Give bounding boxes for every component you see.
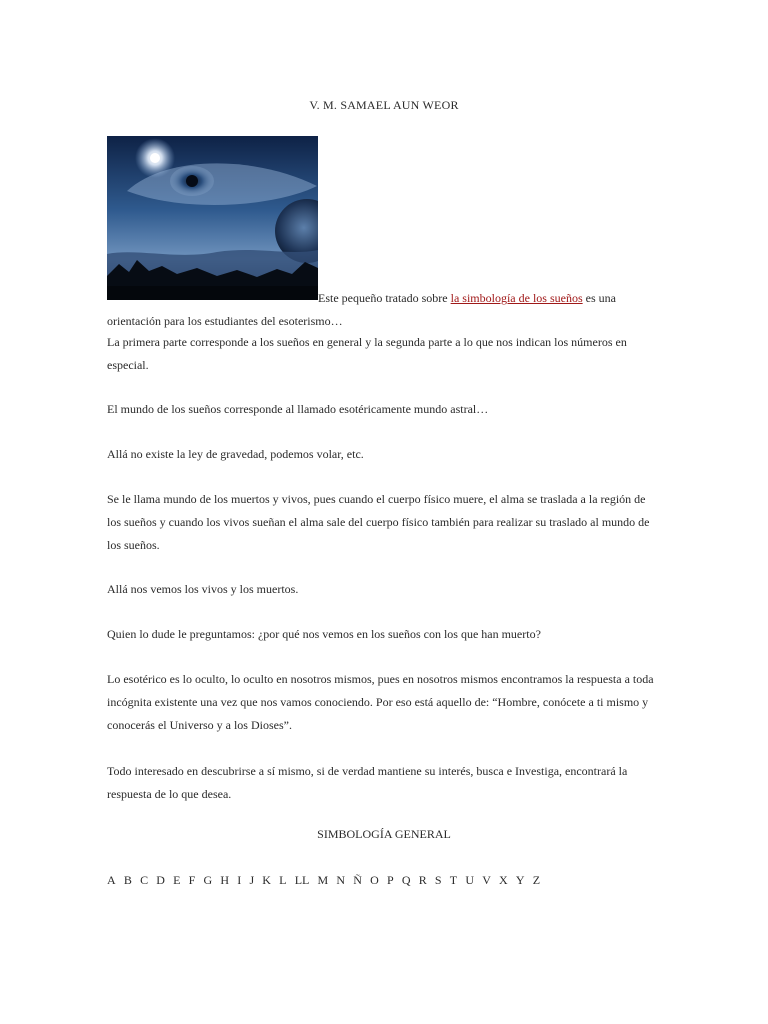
alphabet-index [107, 873, 548, 888]
intro-continuation [107, 310, 662, 333]
paragraph-4 [107, 488, 662, 557]
paragraph-text: Quien lo dude le preguntamos: ¿por qué nos vemos en los sueños con los que han muerto? [107, 627, 541, 641]
letter-link[interactable]: I [237, 873, 242, 887]
letter-link[interactable]: K [262, 873, 271, 887]
letter-link[interactable]: O [370, 873, 379, 887]
dream-symbology-link[interactable]: la simbología de los sueños [450, 291, 583, 305]
letter-link[interactable]: H [220, 873, 230, 887]
letter-link[interactable]: LL [294, 873, 310, 887]
intro-first-line [318, 287, 616, 310]
paragraph-2 [107, 398, 662, 421]
letter-link[interactable]: Ñ [353, 873, 362, 887]
letter-link[interactable]: T [449, 873, 458, 887]
letter-link[interactable]: M [317, 873, 329, 887]
letter-link[interactable]: X [499, 873, 508, 887]
letter-link[interactable]: V [482, 873, 491, 887]
letter-link[interactable]: S [434, 873, 442, 887]
letter-link[interactable]: Y [515, 873, 525, 887]
paragraph-text: El mundo de los sueños corresponde al llamado esotéricamente mundo astral… [107, 402, 489, 416]
intro-continuation-text: orientación para los estudiantes del esoterismo… [107, 314, 343, 328]
letter-link[interactable]: L [279, 873, 287, 887]
paragraph-text: Allá no existe la ley de gravedad, podemos volar, etc. [107, 447, 364, 461]
letter-link[interactable]: U [465, 873, 474, 887]
paragraph-text: Allá nos vemos los vivos y los muertos. [107, 582, 299, 596]
dream-eye-image [107, 136, 318, 300]
section-heading: SIMBOLOGÍA GENERAL [317, 827, 451, 841]
paragraph-1 [107, 331, 662, 377]
letter-link[interactable]: P [386, 873, 394, 887]
paragraph-8 [107, 760, 662, 806]
paragraph-text: La primera parte corresponde a los sueños en general y la segunda parte a lo que nos indican los números en especial. [107, 335, 627, 372]
letter-link[interactable]: B [123, 873, 132, 887]
letter-link[interactable]: C [140, 873, 149, 887]
paragraph-text: Todo interesado en descubrirse a sí mismo, si de verdad mantiene su interés, busca e Investiga, encontrará la respuesta de lo que desea. [107, 764, 628, 801]
letter-link[interactable]: N [336, 873, 346, 887]
paragraph-7 [107, 668, 662, 737]
paragraph-text: Lo esotérico es lo oculto, lo oculto en nosotros mismos, pues en nosotros mismos encontramos la respuesta a toda incógnita existente una vez que nos vamos conociendo. Por eso está aquello de: “Hombre, conócete a ti mismo y conocerás el Universo y a los Dioses”. [107, 672, 654, 732]
paragraph-3 [107, 443, 662, 466]
letter-link[interactable]: F [188, 873, 196, 887]
letter-link[interactable]: R [418, 873, 427, 887]
letter-link[interactable]: G [203, 873, 213, 887]
letter-link[interactable]: D [156, 873, 165, 887]
paragraph-5 [107, 578, 662, 601]
document-title: V. M. SAMAEL AUN WEOR [309, 98, 459, 112]
letter-link[interactable]: J [249, 873, 255, 887]
paragraph-text: Se le llama mundo de los muertos y vivos, pues cuando el cuerpo físico muere, el alma se traslada a la región de los sueños y cuando los vivos sueñan el alma sale del cuerpo físico también para realizar su traslado al mundo de los sueños. [107, 492, 650, 552]
letter-link[interactable]: Z [532, 873, 541, 887]
intro-after-link: es una [582, 291, 616, 305]
letter-link[interactable]: E [173, 873, 181, 887]
letter-link[interactable]: A [107, 873, 116, 887]
letter-link[interactable]: Q [401, 873, 411, 887]
paragraph-6 [107, 623, 662, 646]
intro-before-link: Este pequeño tratado sobre [318, 291, 451, 305]
